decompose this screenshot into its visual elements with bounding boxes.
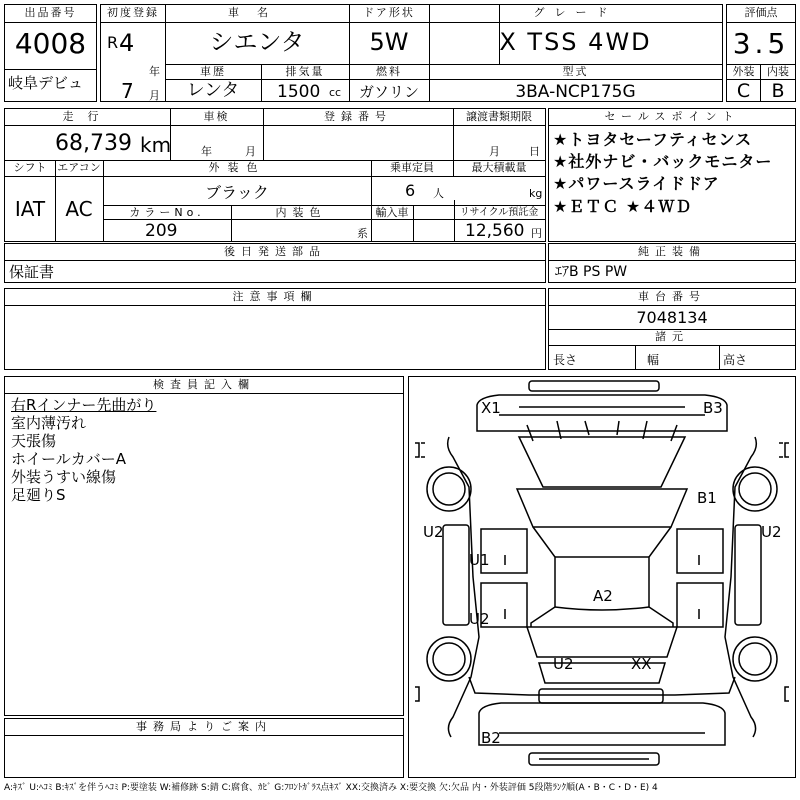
color-no-label: カラーNo. [129,206,205,219]
recycle-amount: 12,560 [465,221,525,241]
ext-color: ブラック [205,183,269,202]
chassis-number: 7048134 [636,308,708,327]
inspector-block [4,376,404,716]
ac: AC [65,197,93,221]
door-type: 5W [369,28,409,56]
vehicle-details-block [4,108,546,242]
score-label: 評価点 [744,6,778,19]
month-unit: 月 [149,89,160,102]
displacement-unit: cc [329,86,342,99]
transfer-day-unit: 日 [529,145,540,158]
lot-number-cell [4,4,97,102]
mileage-unit: km [140,133,172,157]
fuel: ガソリン [358,83,419,101]
notes-label: 注意事項欄 [232,290,318,303]
recycle-unit: 円 [531,227,542,240]
mark-u2-right: U2 [761,523,782,541]
door-label: ドア形状 [363,6,415,19]
venue: 岐阜デビュ [8,74,84,92]
score-block [726,4,796,102]
capacity-unit: 人 [433,187,444,200]
inspector-label: 検査員記入欄 [153,378,255,391]
main-info-block [100,4,723,102]
transfer-month-unit: 月 [489,145,500,158]
capacity: 6 [405,181,416,200]
length-label: 長さ [553,353,578,367]
fuel-label: 燃料 [376,65,402,78]
dims-label: 諸元 [655,330,689,343]
later-parts-value: 保証書 [9,263,55,281]
transfer-label: 譲渡書類期限 [466,110,532,123]
car-name: シエンタ [209,28,305,56]
ac-label: エアコン [57,161,101,174]
shift: IAT [14,197,46,221]
sales-point-3: ★パワースライドドア [553,174,720,193]
mark-b2: B2 [481,729,501,747]
year-unit: 年 [149,65,160,78]
reg-no-label: 登録番号 [324,110,392,123]
max-load-unit: kg [529,187,543,200]
chassis-label: 車台番号 [638,290,706,303]
int-color-unit: 系 [357,227,368,240]
first-reg-label: 初度登録 [107,6,159,19]
equipment-value: ｴｱB PS PW [555,264,628,280]
inspector-line-4: ホイールカバーA [11,450,126,468]
sales-point-2: ★社外ナビ・バックモニター [553,152,773,171]
exterior-label: 外装 [732,65,755,78]
sales-points-block [548,108,796,242]
mark-u2-left: U2 [423,523,444,541]
car-name-label: 車名 [228,6,286,19]
mark-x1: X1 [481,399,501,417]
mark-b3: B3 [703,399,723,417]
import-label: 輸入車 [375,206,409,219]
capacity-label: 乗車定員 [390,161,434,174]
mark-u1: U1 [469,551,490,569]
legend: A:ｷｽﾞ U:ﾍｺﾐ B:ｷｽﾞを伴うﾍｺﾐ P:要塗装 W:補修跡 S:錆 C:腐食、ｶﾋﾞ G:ﾌﾛﾝﾄｶﾞﾗｽ点ｷｽﾞ XX:交換済み X:要交換 欠:欠品 内・外装評価 5段階ﾗﾝｸ順(A・B・C・D・E) 4 [4,783,658,793]
int-color-label: 内装色 [275,206,327,219]
inspector-line-5: 外装うすい線傷 [11,468,117,486]
lot-number: 4008 [14,27,87,60]
notes-block [4,288,546,370]
history: レンタ [186,80,240,101]
equipment-block [548,243,796,283]
later-parts-label: 後日発送部品 [224,245,326,258]
sales-point-1: ★トヨタセーフティセンス [553,130,753,149]
displacement: 1500 [277,82,321,102]
month: 7 [121,79,134,103]
sales-point-4: ★ＥＴＣ ★４ＷＤ [553,197,693,216]
inspector-line-6: 足廻りS [11,486,66,504]
mark-xx: XX [631,655,652,673]
mileage-label: 走行 [62,110,113,123]
interior-label: 内装 [767,65,789,78]
shift-label: シフト [13,161,47,174]
chassis-block [548,288,796,370]
width-label: 幅 [647,353,660,367]
car-diagram [408,376,796,778]
inspection-year-unit: 年 [201,145,212,158]
mark-a2: A2 [593,587,613,605]
grade-label: グレード [533,6,618,19]
office-label: 事務局よりご案内 [136,720,272,733]
inspector-line-2: 室内薄汚れ [11,414,87,432]
year: 4 [119,29,135,57]
score: 3.5 [732,27,790,60]
lot-number-label: 出品番号 [24,6,77,19]
equipment-label: 純正装備 [638,245,706,258]
mark-u2-door: U2 [469,610,490,628]
recycle-label: リサイクル預託金 [459,207,539,218]
inspection-month-unit: 月 [245,145,256,158]
sales-points-label: セールスポイント [604,110,740,123]
color-no: 209 [145,221,178,241]
inspector-line-1: 右Rインナー先曲がり [11,396,157,414]
mark-u2-rear: U2 [553,655,574,673]
grade: X TSS 4WD [499,28,652,56]
ext-color-label: 外装色 [208,161,266,174]
model-label: 型式 [562,65,589,78]
inspector-line-3: 天張傷 [11,432,57,450]
inspection-label: 車検 [203,110,230,123]
mileage: 68,739 [55,131,132,156]
interior-score: B [771,80,785,102]
exterior-score: C [736,80,751,102]
era: R [107,33,119,52]
max-load-label: 最大積載量 [471,161,527,174]
displacement-label: 排気量 [285,65,325,78]
mark-b1: B1 [697,489,717,507]
history-label: 車歴 [200,65,226,78]
model: 3BA-NCP175G [515,82,636,102]
later-parts-block [4,243,546,283]
office-block [4,718,404,778]
height-label: 高さ [723,353,748,367]
